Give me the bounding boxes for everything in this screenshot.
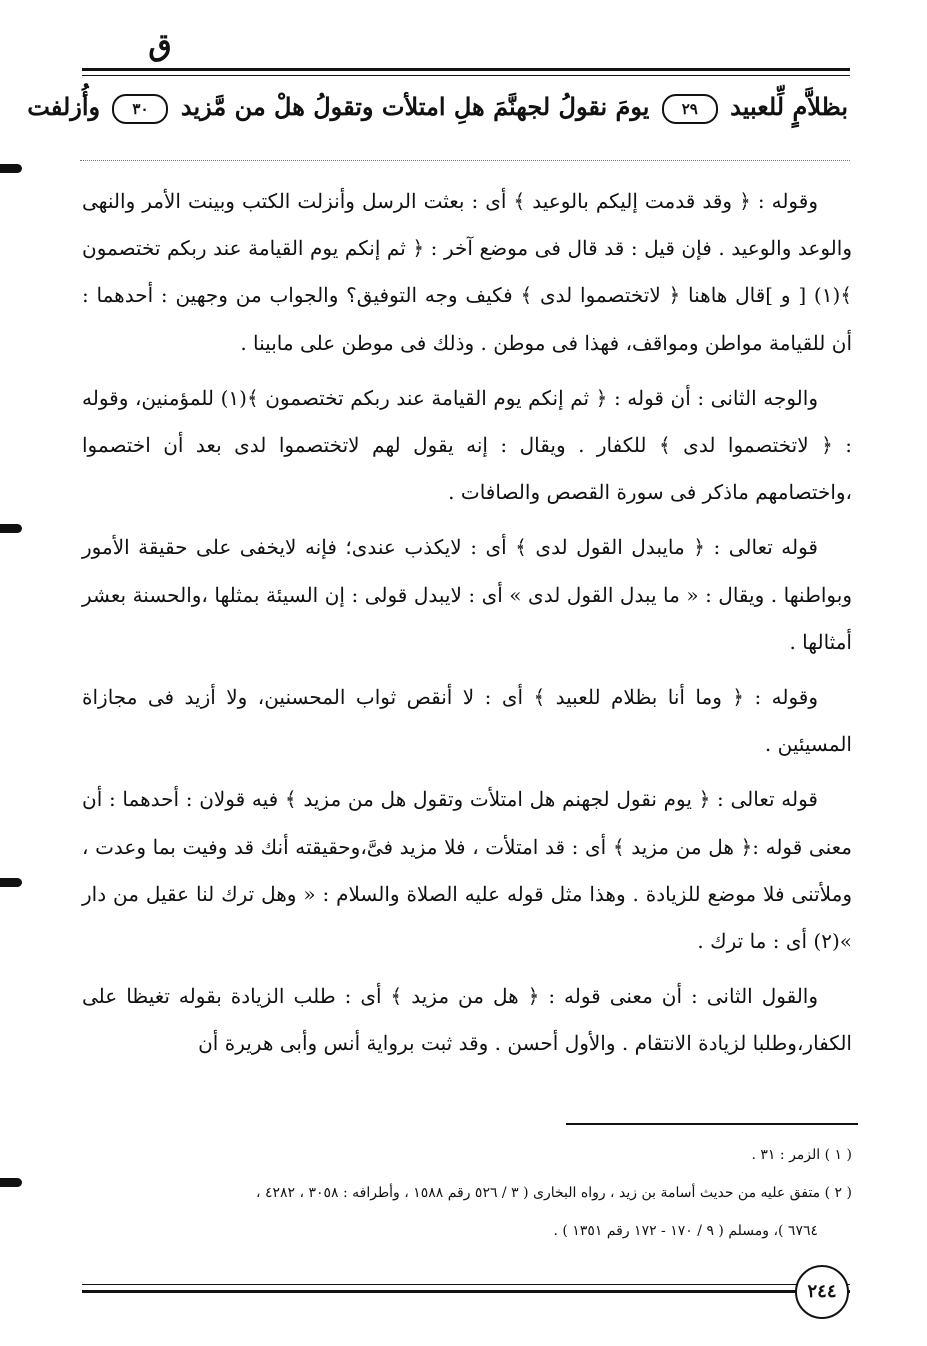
quran-verse-line bbox=[27, 82, 848, 132]
scan-edge-mark bbox=[0, 1178, 22, 1187]
verse-text: يومَ نقولُ لجهنَّمَ هلِ امتلأت وتقولُ هلْ من مَّزيد bbox=[180, 92, 650, 121]
commentary-paragraph: والوجه الثانى : أن قوله : ﴿ ثم إنكم يوم القيامة عند ربكم تختصمون ﴾(١) للمؤمنين، وقوله : ﴿ لاتختصموا لدى ﴾ للكفار . ويقال : إنه يقول لهم لاتختصموا لدى بعد أن اختصموا ،واختصامهم ماذكر فى سورة القصص والصافات . bbox=[82, 385, 852, 505]
commentary-paragraph: والقول الثانى : أن معنى قوله : ﴿ هل من مزيد ﴾ أى : طلب الزيادة بقوله تغيظا على الكفار،وطلبا لزيادة الانتقام . والأول أحسن . وقد ثبت برواية أنس وأبى هريرة أن bbox=[82, 984, 852, 1056]
ayah-number-marker: ٣٠ bbox=[112, 94, 168, 124]
verse-text: وأُزلفت bbox=[27, 92, 101, 121]
footnote-separator bbox=[566, 1123, 858, 1125]
footnote: ( ١ ) الزمر : ٣١ . bbox=[751, 1147, 852, 1163]
commentary-body bbox=[82, 178, 852, 1076]
footer-rule-thin bbox=[82, 1284, 850, 1285]
verse-separator bbox=[80, 160, 850, 161]
scan-edge-mark bbox=[0, 878, 22, 887]
footnote-continuation: ٦٧٦٤ )، ومسلم ( ٩ / ١٧٠ - ١٧٢ رقم ١٣٥١ ) . bbox=[553, 1223, 818, 1239]
header-rule-thick bbox=[82, 68, 850, 71]
commentary-paragraph: قوله تعالى : ﴿ يوم نقول لجهنم هل امتلأت وتقول هل من مزيد ﴾ فيه قولان : أحدهما : أن معنى قوله :﴿ هل من مزيد ﴾ أى : قد امتلأت ، فلا مزيد فىَّ،وحقيقته أنك قد وفيت بما وعدت ، وملأتنى فلا موضع للزيادة . وهذا مثل قوله عليه الصلاة والسلام : « وهل ترك لنا عقيل من دار »(٢) أى : ما ترك . bbox=[82, 787, 852, 954]
surah-letter: ق bbox=[148, 28, 172, 63]
scan-edge-mark bbox=[0, 524, 22, 533]
footnote: ( ٢ ) متفق عليه من حديث أسامة بن زيد ، رواه البخارى ( ٣ / ٥٢٦ رقم ١٥٨٨ ، وأطرافه : ٣٠٥٨ ، ٤٢٨٢ ، bbox=[255, 1185, 852, 1201]
footer-rule-thick bbox=[82, 1290, 850, 1293]
ayah-number-marker: ٢٩ bbox=[662, 94, 718, 124]
commentary-paragraph: وقوله : ﴿ وقد قدمت إليكم بالوعيد ﴾ أى : بعثت الرسل وأنزلت الكتب وبينت الأمر والنهى والوعد والوعيد . فإن قيل : قد قال فى موضع آخر : ﴿ ثم إنكم يوم القيامة عند ربكم تختصمون ﴾(١) [ و ]قال هاهنا ﴿ لاتختصموا لدى ﴾ فكيف وجه التوفيق؟ والجواب من وجهين : أحدهما : أن للقيامة مواطن ومواقف، فهذا فى موطن . وذلك فى موطن على مابينا . bbox=[82, 189, 852, 355]
footnotes bbox=[82, 1136, 852, 1250]
header-rule-thin bbox=[82, 75, 850, 76]
scan-edge-mark bbox=[0, 164, 22, 173]
verse-text: بظلاَّمٍ لِّلعبيد bbox=[730, 92, 848, 121]
commentary-paragraph: وقوله : ﴿ وما أنا بظلام للعبيد ﴾ أى : لا أنقص ثواب المحسنين، ولا أزيد فى مجازاة المسيئين . bbox=[82, 685, 852, 757]
commentary-paragraph: قوله تعالى : ﴿ مايبدل القول لدى ﴾ أى : لايكذب عندى؛ فإنه لايخفى على حقيقة الأمور وبواطنها . ويقال : « ما يبدل القول لدى » أى : لايبدل قولى : إن السيئة بمثلها ،والحسنة بعشر أمثالها . bbox=[82, 535, 852, 654]
page-number: ٢٤٤ bbox=[795, 1265, 849, 1319]
